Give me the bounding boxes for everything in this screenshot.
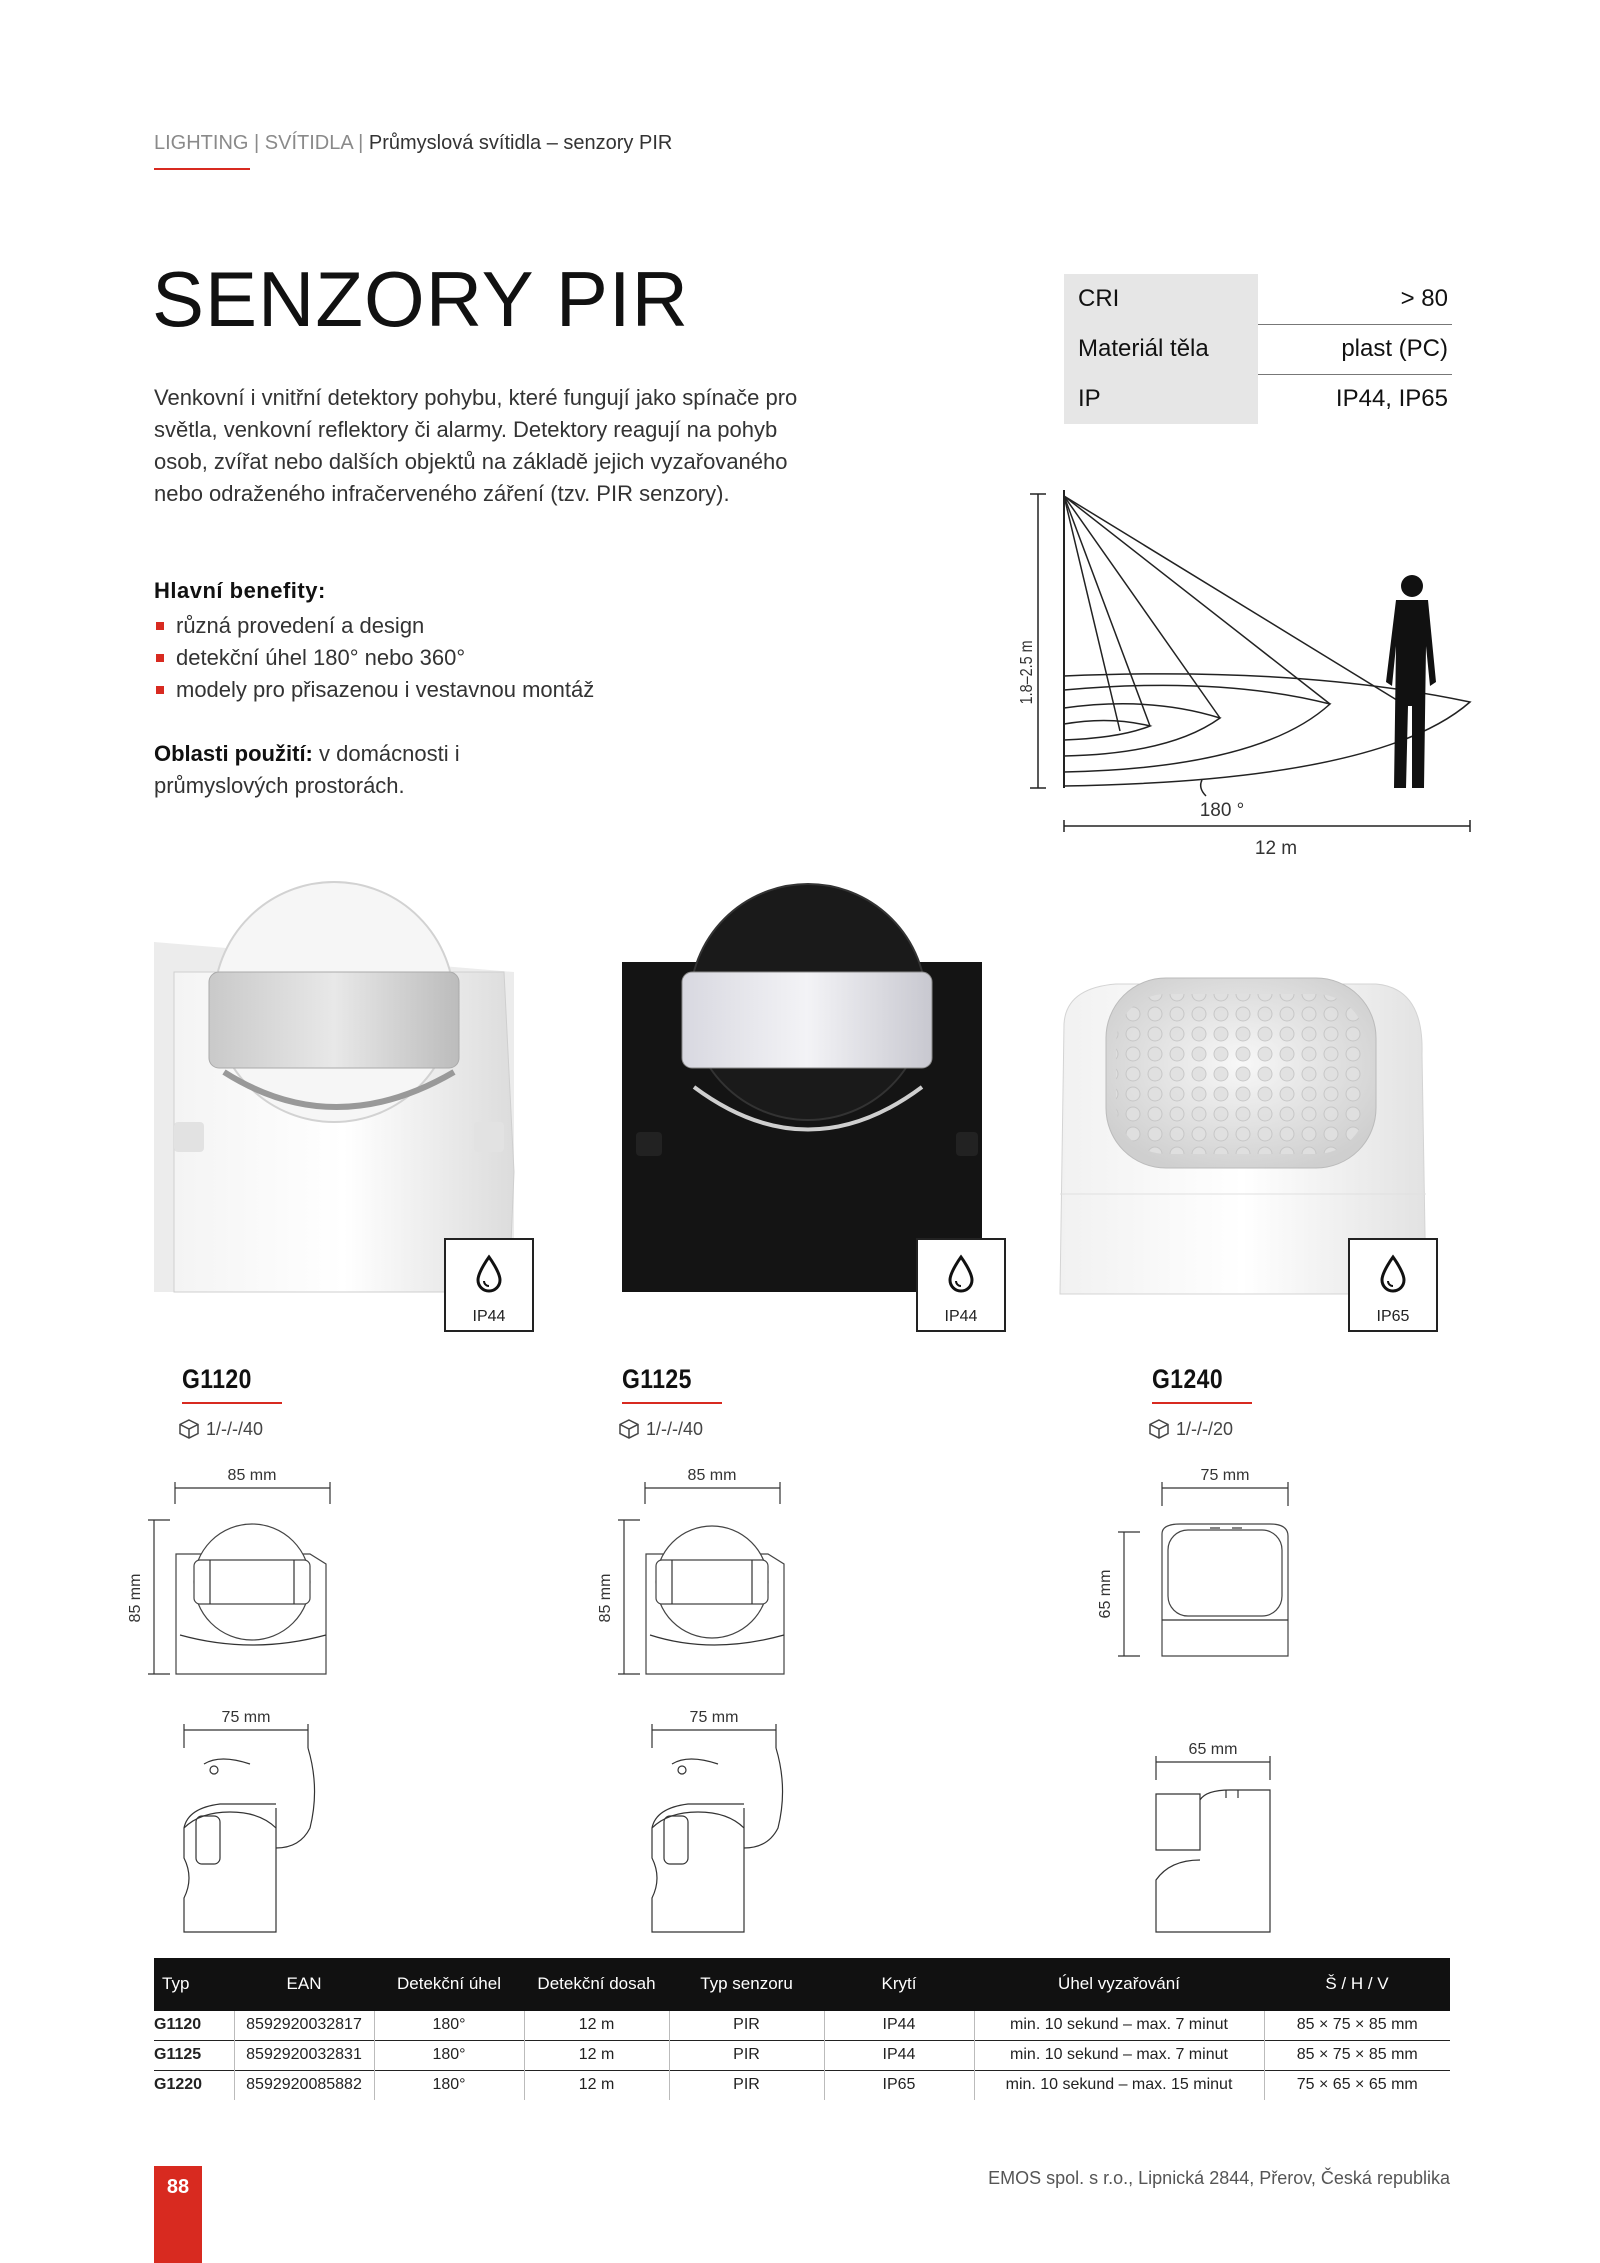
pack-info-g1120: [178, 1418, 263, 1440]
table-cell: 180°: [374, 2070, 524, 2100]
column-header: Š / H / V: [1264, 1958, 1450, 2010]
side-drawing-g1240: [1130, 1740, 1300, 1940]
box-icon: [178, 1418, 200, 1440]
spec-key: Materiál těla: [1064, 324, 1258, 374]
table-cell: PIR: [669, 2010, 824, 2040]
benefit-item: detekční úhel 180° nebo 360°: [154, 642, 594, 674]
spec-row: [1064, 374, 1452, 424]
water-drop-icon: [946, 1254, 976, 1294]
product-image-g1125: [622, 872, 992, 1292]
ip-badge-g1240: [1348, 1238, 1438, 1332]
table-cell: 75 × 65 × 65 mm: [1264, 2070, 1450, 2100]
column-header: Typ: [154, 1958, 234, 2010]
spec-key: IP: [1064, 374, 1258, 424]
ip-label: IP65: [1376, 1308, 1410, 1325]
side-drawing-g1120: [160, 1708, 360, 1938]
side-width-label: 65 mm: [1188, 1741, 1238, 1758]
front-width-label: 85 mm: [227, 1467, 277, 1484]
usage-value: v domácnosti i průmyslových prostorách.: [154, 741, 460, 798]
column-header: Úhel vyzařování: [974, 1958, 1264, 2010]
front-drawing-g1240: [1097, 1467, 1330, 1670]
box-icon: [1148, 1418, 1170, 1440]
spec-row: [1064, 324, 1452, 374]
breadcrumb-underline: [154, 168, 250, 170]
front-height-label: 65 mm: [1097, 1569, 1114, 1619]
usage-text: [154, 738, 574, 802]
footer-address: EMOS spol. s r.o., Lipnická 2844, Přerov, Česká republika: [988, 2168, 1450, 2188]
usage-label: Oblasti použití:: [154, 741, 313, 766]
detection-diagram: [1000, 476, 1460, 859]
model-underline: [622, 1402, 722, 1404]
table-cell: 180°: [374, 2040, 524, 2070]
front-width-label: 75 mm: [1200, 1467, 1250, 1484]
model-name-g1125: G1125: [622, 1364, 692, 1394]
column-header: EAN: [234, 1958, 374, 2010]
column-header: Typ senzoru: [669, 1958, 824, 2010]
table-cell: 12 m: [524, 2070, 669, 2100]
water-drop-icon: [1378, 1254, 1408, 1294]
pack-info-g1125: [618, 1418, 703, 1440]
table-cell: 8592920032831: [234, 2040, 374, 2070]
column-header: Detekční dosah: [524, 1958, 669, 2010]
table-cell: min. 10 sekund – max. 7 minut: [974, 2040, 1264, 2070]
benefits-title: Hlavní benefity:: [154, 578, 326, 603]
spec-table: [1064, 274, 1452, 424]
side-drawing-g1125: [630, 1708, 830, 1938]
table-row: [154, 2070, 1450, 2100]
table-cell: PIR: [669, 2040, 824, 2070]
table-cell: 85 × 75 × 85 mm: [1264, 2040, 1450, 2070]
table-cell: IP44: [824, 2040, 974, 2070]
front-height-label: 85 mm: [597, 1573, 614, 1623]
table-cell: 8592920032817: [234, 2010, 374, 2040]
column-header: Krytí: [824, 1958, 974, 2010]
pack-info-g1240: [1148, 1418, 1233, 1440]
breadcrumb-current: Průmyslová svítidla – senzory PIR: [363, 132, 673, 154]
person-silhouette: [1386, 575, 1436, 788]
product-image-g1120: [154, 872, 534, 1292]
height-label: 1.8–2.5 m: [1016, 640, 1037, 705]
ip-badge-g1125: [916, 1238, 1006, 1332]
spec-value: plast (PC): [1258, 324, 1452, 374]
table-cell: 8592920085882: [234, 2070, 374, 2100]
benefit-item: modely pro přisazenou i vestavnou montáž: [154, 674, 594, 706]
model-underline: [182, 1402, 282, 1404]
pack-value: 1/-/-/40: [646, 1418, 704, 1439]
table-cell: 85 × 75 × 85 mm: [1264, 2010, 1450, 2040]
table-cell: IP65: [824, 2070, 974, 2100]
spec-row: [1064, 274, 1452, 324]
page-title: SENZORY PIR: [152, 255, 689, 343]
table-cell: 12 m: [524, 2010, 669, 2040]
table-cell: min. 10 sekund – max. 7 minut: [974, 2010, 1264, 2040]
front-drawing-g1120: [127, 1467, 360, 1680]
breadcrumb: [154, 132, 672, 155]
pack-value: 1/-/-/20: [1176, 1418, 1234, 1439]
front-width-label: 85 mm: [687, 1467, 737, 1484]
spec-value: IP44, IP65: [1335, 385, 1448, 413]
side-width-label: 75 mm: [221, 1709, 271, 1726]
angle-label: 180 °: [1199, 800, 1245, 821]
front-drawing-g1125: [597, 1467, 830, 1680]
ip-badge-g1120: [444, 1238, 534, 1332]
water-drop-icon: [474, 1254, 504, 1294]
table-cell: IP44: [824, 2010, 974, 2040]
model-name-g1120: G1120: [182, 1364, 252, 1394]
model-underline: [1152, 1402, 1252, 1404]
intro-text: Venkovní i vnitřní detektory pohybu, které fungují jako spínače pro světla, venkovní reflektory či alarmy. Detektory reagují na pohyb osob, zvířat nebo dalších objektů na základě jejich vyzařovaného nebo odraženého infračerveného záření (tzv. PIR senzory).: [154, 385, 798, 506]
ip-label: IP44: [472, 1308, 506, 1325]
model-name-g1240: G1240: [1152, 1364, 1224, 1394]
benefits-list: [154, 610, 594, 706]
table-header-row: [154, 1958, 1450, 2010]
table-cell: G1220: [154, 2070, 234, 2100]
spec-value: > 80: [1258, 274, 1452, 324]
pack-value: 1/-/-/40: [206, 1418, 264, 1439]
ip-label: IP44: [944, 1308, 978, 1325]
range-label: 12 m: [1254, 838, 1298, 859]
side-width-label: 75 mm: [689, 1709, 739, 1726]
box-icon: [618, 1418, 640, 1440]
table-row: [154, 2040, 1450, 2070]
product-table: [154, 1958, 1450, 2100]
table-row: [154, 2010, 1450, 2040]
column-header: Detekční úhel: [374, 1958, 524, 2010]
table-cell: min. 10 sekund – max. 15 minut: [974, 2070, 1264, 2100]
front-height-label: 85 mm: [127, 1573, 144, 1623]
spec-key: CRI: [1064, 274, 1258, 324]
table-cell: 180°: [374, 2010, 524, 2040]
page-number: 88: [154, 2166, 202, 2263]
table-cell: 12 m: [524, 2040, 669, 2070]
benefit-item: různá provedení a design: [154, 610, 594, 642]
table-cell: G1120: [154, 2010, 234, 2040]
breadcrumb-section[interactable]: LIGHTING | SVÍTIDLA |: [154, 132, 364, 154]
table-cell: PIR: [669, 2070, 824, 2100]
table-cell: G1125: [154, 2040, 234, 2070]
